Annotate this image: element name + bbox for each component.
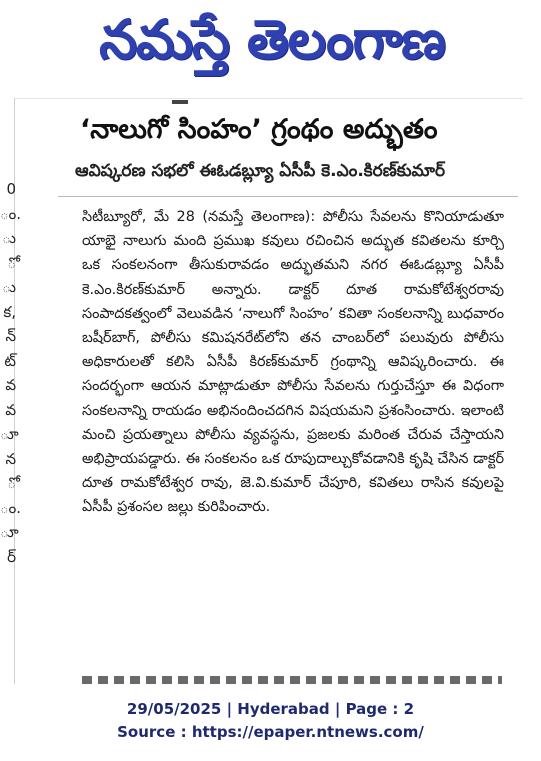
adjacent-fragment: ో	[7, 474, 16, 492]
masthead	[0, 0, 541, 100]
adjacent-fragment: ం.	[0, 204, 22, 223]
cut-off-next-headline	[82, 676, 502, 684]
footer-source-link[interactable]: Source : https://epaper.ntnews.com/	[117, 723, 424, 741]
adjacent-fragment: ు	[2, 229, 16, 247]
newspaper-logo: నమస్తే తెలంగాణ	[99, 7, 445, 71]
adjacent-fragment: న్	[5, 327, 16, 345]
adjacent-fragment: ు	[2, 278, 16, 296]
article-subhead: ఆవిష్కరణ సభలో ఈఓడబ్ల్యూ ఏసీపీ కె.ఎం.కిరణ్‌కుమార్	[75, 161, 446, 181]
adjacent-fragment: వ	[5, 376, 16, 394]
adjacent-fragment: ట్	[4, 351, 16, 370]
article-paragraph: సిటీబ్యూరో, మే 28 (నమస్తే తెలంగాణ): పోలీసు సేవలను కొనియాడుతూ యాభై నాలుగు మంది ప్రముఖ కవులు రచించిన అద్భుత కవితలను కూర్చి ఒక సంకలనంగా తీసుకురావడం అద్భుతమని నగర ఈఓడబ్ల్యూ ఏసీపీ కె.ఎం.కిరణ్‌కుమార్ అన్నారు. డాక్టర్ దూత రామకోటేశ్వరరావు సంపాదకత్వంలో వెలువడిన ‘నాలుగో సింహం’ కవితా సంకలనాన్ని బుధవారం బషీర్‌బాగ్, పోలీసు కమిషనరేట్‌లోని తన చాంబర్‌లో పలువురు పోలీసు అధికారులతో కలిసి ఏసీపీ కిరణ్‌కుమార్ గ్రంథాన్ని ఆవిష్కరించారు. ఈ సందర్భంగా ఆయన మాట్లాడుతూ పోలీసు సేవలను గుర్తుచేస్తూ ఈ విధంగా సంకలనాన్ని రాయడం అభినందించదగిన విషయమని ప్రశంసించారు. ఇలాంటి మంచి ప్రయత్నాలు పోలీసు వ్యవస్థను, ప్రజలకు మరింత చేరువ చేస్తాయని అభిప్రాయపడ్డారు. ఈ సంకలనం ఒక రూపుదాల్చుకోవడానికి కృషి చేసిన డాక్టర్ దూత రామకోటేశ్వర రావు, జె.వి.కుమార్ చేపూరి, కవితలు రాసిన కవులపై ఏసీపీ ప్రశంసల జల్లు కురిపించారు.	[82, 209, 504, 516]
adjacent-fragment: ో	[7, 253, 16, 272]
headline-divider	[58, 196, 518, 197]
footer-date-location-page: 29/05/2025 | Hyderabad | Page : 2	[126, 700, 415, 718]
adjacent-fragment: ర్	[7, 547, 16, 566]
adjacent-fragment: క,	[3, 302, 16, 321]
adjacent-fragment: న	[5, 449, 16, 468]
adjacent-column-fragments	[0, 100, 22, 680]
adjacent-fragment: ూ	[0, 425, 19, 443]
kicker-mark	[172, 100, 188, 104]
article-headline: ‘నాలుగో సింహం’ గ్రంథం అద్భుతం	[80, 114, 438, 145]
adjacent-fragment: వ	[5, 400, 16, 419]
article-body	[82, 205, 504, 520]
adjacent-fragment: 0	[6, 180, 16, 198]
adjacent-fragment: ం.	[0, 498, 22, 517]
adjacent-fragment: ూ	[0, 523, 19, 541]
